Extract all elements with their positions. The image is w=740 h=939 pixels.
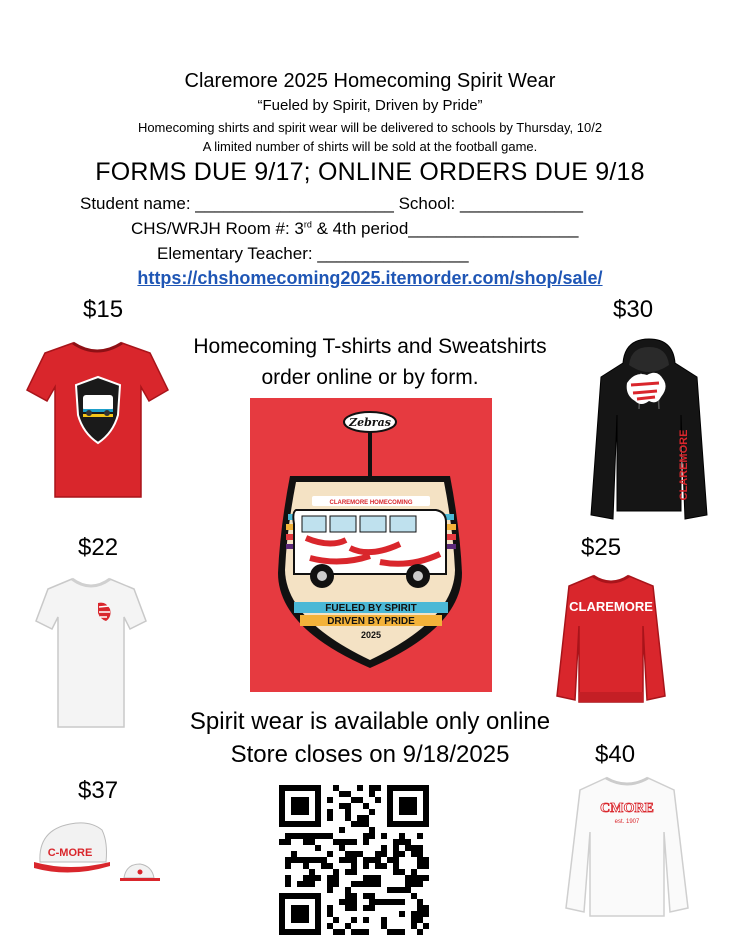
limited-note: A limited number of shirts will be sold at the football game. — [202, 139, 538, 154]
design-banner-text: CLAREMORE HOMECOMING — [329, 500, 413, 506]
deadline-heading: FORMS DUE 9/17; ONLINE ORDERS DUE 9/18 — [95, 158, 645, 186]
white-sweatshirt-subtext: est. 1907 — [614, 819, 640, 825]
teacher-field: Elementary Teacher: ________________ — [157, 244, 469, 263]
tagline: “Fueled by Spirit, Driven by Pride” — [257, 97, 483, 114]
delivery-note: Homecoming shirts and spirit wear will be delivered to schools by Thursday, 10/2 — [137, 120, 603, 135]
promo-line-1: Homecoming T-shirts and Sweatshirts — [193, 335, 547, 358]
black-hoodie-image — [585, 335, 713, 523]
hat-text: C-MORE — [47, 847, 93, 859]
promo-line-2: order online or by form. — [261, 366, 479, 389]
availability-line-2: Store closes on 9/18/2025 — [230, 741, 510, 768]
qr-modules — [279, 785, 429, 935]
white-sweatshirt-text: CMORE — [600, 801, 654, 816]
room-superscript: rd — [303, 219, 312, 230]
design-line-1: FUELED BY SPIRIT — [325, 603, 417, 614]
white-sweatshirt-image — [562, 770, 692, 920]
white-tshirt-image — [34, 573, 148, 733]
price-red-tshirt: $15 — [83, 296, 124, 323]
room-prefix: CHS/WRJH Room #: 3 — [131, 219, 304, 238]
homecoming-design-image — [250, 398, 492, 692]
room-suffix: & 4th period__________________ — [311, 219, 579, 238]
student-name-field: Student name: _____________________ School: _____________ — [80, 194, 583, 213]
price-black-hoodie: $30 — [613, 296, 654, 323]
availability-line-1: Spirit wear is available only online — [189, 708, 551, 735]
price-red-sweatshirt: $25 — [581, 534, 622, 561]
hoodie-sleeve-text: CLAREMORE — [678, 429, 690, 501]
red-sweatshirt-text: CLAREMORE — [569, 599, 653, 614]
hat-image — [30, 812, 170, 882]
red-tshirt-image — [25, 335, 170, 505]
design-line-2: DRIVEN BY PRIDE — [327, 616, 415, 627]
price-white-tshirt: $22 — [78, 534, 119, 561]
store-link[interactable]: https://chshomecoming2025.itemorder.com/shop/sale/ — [137, 268, 603, 288]
page-title: Claremore 2025 Homecoming Spirit Wear — [184, 70, 556, 92]
design-year: 2025 — [360, 630, 382, 640]
design-badge-text: Zebras — [349, 416, 391, 429]
price-hat: $37 — [78, 777, 119, 804]
price-white-sweatshirt: $40 — [595, 741, 636, 768]
red-sweatshirt-image — [553, 570, 669, 710]
room-field — [131, 219, 578, 239]
qr-code[interactable] — [279, 785, 429, 935]
